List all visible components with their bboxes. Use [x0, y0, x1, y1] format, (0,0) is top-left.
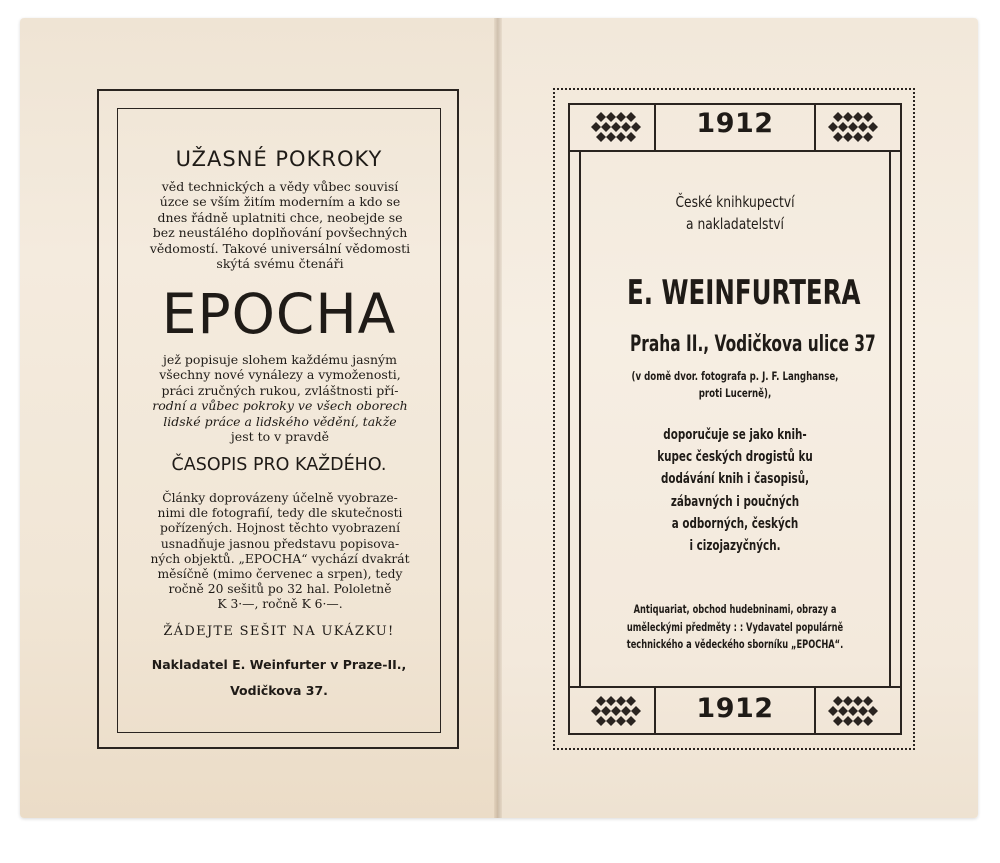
shop-title-line: a nakladatelství — [686, 215, 784, 233]
body-line: měsíčně (mimo červenec a srpen), tedy — [157, 567, 403, 582]
intro-line: vědomostí. Takové universální vědomosti — [149, 240, 411, 256]
body-paragraph — [140, 491, 420, 613]
description-paragraph — [140, 352, 420, 444]
recommend-line: kupec českých drogistů ku — [657, 449, 813, 466]
location-line: (v domě dvor. fotografa p. J. F. Langhanse, — [631, 369, 839, 383]
recommend-line: a odborných, českých — [671, 515, 799, 532]
description-line: rodní a vůbec pokroky ve všech oborech — [152, 398, 408, 414]
diamond-ornament-icon — [822, 694, 884, 728]
footer-line: uměleckými předměty : : Vydavatel populárně — [626, 619, 844, 634]
description-line: lidské práce a lidského vědění, takže — [163, 413, 397, 429]
intro-line: úzce se vším žitím moderním a kdo se — [159, 194, 401, 210]
recommend-line: dodávání knih i časopisů, — [660, 471, 810, 488]
intro-line: dnes řádně uplatniti chce, neobejde se — [157, 209, 403, 225]
epocha-title: EPOCHA — [161, 282, 397, 346]
recommend-line: i cizojazyčných. — [689, 538, 781, 555]
body-line: Články doprovázeny účelně vyobraze- — [162, 491, 398, 505]
recommendation-paragraph — [624, 424, 846, 557]
diamond-ornament-icon — [822, 110, 884, 144]
shop-title-line: České knihkupectví — [675, 193, 795, 211]
year-top: 1912 — [696, 108, 774, 139]
street-address: Praha II., Vodičkova ulice 37 — [630, 332, 876, 357]
heading-uzasne-pokroky: UŽASNÉ POKROKY — [175, 147, 383, 171]
body-line: ročně 20 sešitů po 32 hal. Pololetně — [168, 582, 392, 597]
body-line: usnadňuje jasnou představu popisova- — [160, 536, 400, 551]
call-to-action: ŽÁDEJTE SEŠIT NA UKÁZKU! — [163, 624, 395, 639]
footer-band-divider — [568, 686, 902, 688]
center-fold — [494, 18, 502, 818]
intro-paragraph — [138, 179, 422, 271]
location-note — [623, 368, 848, 402]
body-line: pořízených. Hojnost těchto vyobrazení — [159, 521, 401, 536]
owner-name: E. WEINFURTERA — [627, 273, 861, 313]
description-line: jest to v pravdě — [230, 429, 330, 445]
recommend-line: doporučuje se jako knih- — [663, 427, 807, 443]
recommend-line: zábavných i poučných — [670, 493, 800, 510]
intro-line: skýtá svému čtenáři — [216, 256, 344, 272]
header-band-divider — [568, 150, 902, 152]
footer-line: Antiquariat, obchod hudebninami, obrazy a — [633, 602, 837, 616]
diamond-ornament-icon — [585, 694, 647, 728]
description-line: práci zručných rukou, zvláštnosti pří- — [161, 382, 399, 398]
description-line: všechny nové vynálezy a vymoženosti, — [159, 367, 401, 383]
description-line: jež popisuje slohem každému jasným — [163, 352, 397, 367]
location-line: proti Lucerně), — [698, 386, 772, 400]
address-line: Vodičkova 37. — [230, 683, 328, 698]
inner-rule-left — [579, 150, 581, 688]
footer-line: technického a vědeckého sborníku „EPOCHA“. — [626, 637, 844, 651]
body-line: nimi dle fotografií, tedy dle skutečnosti — [157, 506, 403, 521]
diamond-ornament-icon — [585, 110, 647, 144]
year-bottom: 1912 — [696, 693, 774, 724]
publisher-line: Nakladatel E. Weinfurter v Praze-II., — [151, 657, 407, 672]
shop-title — [612, 191, 858, 235]
intro-line: věd technických a vědy vůbec souvisí — [161, 179, 399, 194]
subtitle-casopis: ČASOPIS PRO KAŽDÉHO. — [171, 455, 387, 475]
intro-line: bez neustálého doplňování povšechných — [152, 225, 408, 241]
footer-note — [620, 601, 850, 654]
body-line: ných objektů. „EPOCHA“ vychází dvakrát — [150, 551, 410, 566]
body-line: K 3·—, ročně K 6·—. — [217, 597, 343, 612]
inner-rule-right — [889, 150, 891, 688]
